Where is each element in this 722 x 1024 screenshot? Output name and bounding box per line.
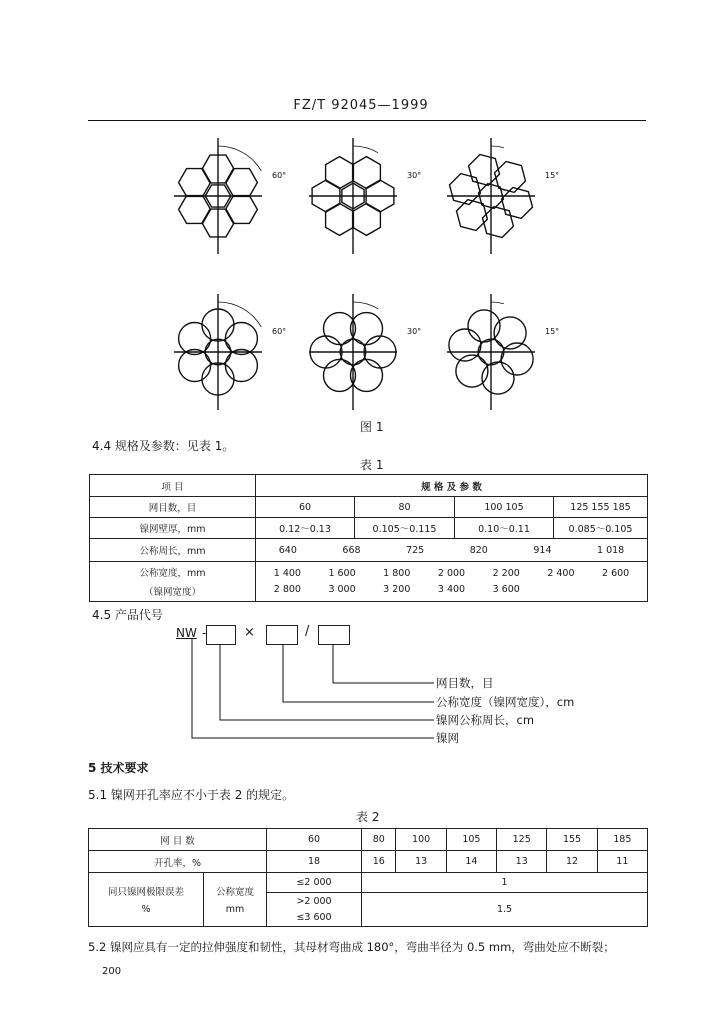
table2-cell: 60: [267, 829, 362, 851]
table2-cell: ≤3 600: [267, 910, 362, 927]
table1-value: 668: [342, 544, 361, 556]
angle-label: 60°: [272, 171, 287, 180]
table2-caption: 表 2: [356, 810, 380, 824]
table1-value: 820: [469, 544, 488, 556]
table2-cell: 12: [547, 851, 597, 873]
section-5-heading: 5 技术要求: [88, 761, 149, 775]
table1-value: 2 600: [602, 568, 630, 579]
table2-cell: 16: [362, 851, 396, 873]
section-5-2: 5.2 镍网应具有一定的拉伸强度和韧性，其母材弯曲成 180°，弯曲半径为 0.5 mm，弯曲处应不断裂；: [88, 940, 615, 954]
section-5-1: 5.1 镍网开孔率应不小于表 2 的规定。: [88, 788, 295, 802]
table2-cell: 185: [597, 829, 647, 851]
table2-cell: 125: [497, 829, 547, 851]
code-label-mesh: 网目数，目: [436, 676, 494, 690]
table1-value: 2 000: [437, 568, 466, 579]
code-prefix: NW: [176, 626, 197, 640]
table2-cell: 18: [267, 851, 362, 873]
table1-cell: 0.105～0.115: [355, 518, 455, 539]
table1-cell: 100 105: [455, 497, 554, 518]
table2-cell: 100: [396, 829, 446, 851]
table1-caption: 表 1: [360, 458, 384, 472]
table2-cell: 105: [446, 829, 496, 851]
table1-width-label-line1: 公称宽度，mm: [139, 568, 206, 579]
table1-width-label-line2: （镍网宽度）: [143, 587, 201, 598]
table1-value: 2 400: [547, 568, 575, 579]
code-label-perimeter: 镍网公称周长，cm: [436, 713, 535, 727]
table1-value: 1 600: [328, 568, 356, 579]
table1-cell: 网目数，目: [90, 497, 256, 518]
table-row: [89, 873, 648, 893]
table1-value: 3 200: [383, 584, 411, 595]
table2-width-label: [204, 873, 267, 927]
table1-cell: 公称周长，mm: [90, 539, 256, 562]
table2-cell: >2 000: [267, 893, 362, 910]
table1-cell: 80: [355, 497, 455, 518]
code-label-nickel-mesh: 镍网: [436, 731, 459, 745]
page-number: 200: [102, 966, 122, 977]
table1-head-spec: 规 格 及 参 数: [256, 475, 648, 497]
table2-dev-label: [89, 873, 204, 927]
code-dash: -: [202, 626, 207, 640]
angle-label: 15°: [545, 171, 560, 180]
table1-head-item: 项 目: [90, 475, 256, 497]
code-slash: /: [305, 624, 310, 639]
table1-cell: 0.085～0.105: [554, 518, 648, 539]
page-header: FZ/T 92045—1999: [293, 98, 429, 113]
table-row: [89, 829, 648, 851]
table1-value: 1 400: [273, 568, 301, 579]
table1-value: 3 600: [492, 584, 520, 595]
table2-cell: 1: [362, 873, 648, 893]
table1-cell: 0.12～0.13: [256, 518, 355, 539]
table2-cell: 开孔率，%: [89, 851, 267, 873]
table2-cell: 网 目 数: [89, 829, 267, 851]
code-label-width: 公称宽度（镍网宽度），cm: [436, 695, 575, 709]
angle-label: 60°: [272, 327, 287, 336]
table2-cell: 13: [396, 851, 446, 873]
table1-value: 725: [406, 544, 425, 556]
angle-label: 30°: [407, 171, 422, 180]
table1-cell: 0.10～0.11: [455, 518, 554, 539]
table2-cell: 1.5: [362, 893, 648, 927]
table2-width-label-line2: mm: [225, 904, 245, 915]
table2-cell: 80: [362, 829, 396, 851]
table2-dev-label-line2: %: [141, 904, 151, 915]
table2-cell: 155: [547, 829, 597, 851]
table1-value: 3 400: [437, 584, 466, 595]
table2-cell: ≤2 000: [267, 873, 362, 893]
table1-value: 640: [278, 544, 297, 556]
table1-value: 2 800: [273, 584, 301, 595]
table2-width-label-line1: 公称宽度: [215, 887, 254, 898]
table1-value: 1 018: [597, 544, 625, 556]
table2-cell: 11: [597, 851, 647, 873]
section-4-5: 4.5 产品代号: [92, 608, 163, 622]
table-2: [88, 828, 648, 927]
table1-value: 914: [533, 544, 552, 556]
code-times: ×: [244, 625, 255, 640]
table2-cell: 13: [497, 851, 547, 873]
section-4-4: 4.4 规格及参数：见表 1。: [92, 439, 235, 453]
angle-label: 15°: [545, 327, 560, 336]
table1-cell: 125 155 185: [554, 497, 648, 518]
table2-dev-label-line1: 同只镍网极限误差: [107, 887, 184, 898]
table2-cell: 14: [446, 851, 496, 873]
table1-cell: 镍网壁厚，mm: [90, 518, 256, 539]
table1-cell: 60: [256, 497, 355, 518]
table-row: [89, 851, 648, 873]
figure-caption: 图 1: [360, 420, 384, 434]
angle-label: 30°: [407, 327, 422, 336]
table1-value: 2 200: [492, 568, 520, 579]
table1-value: 3 000: [328, 584, 356, 595]
table1-value: 1 800: [383, 568, 411, 579]
